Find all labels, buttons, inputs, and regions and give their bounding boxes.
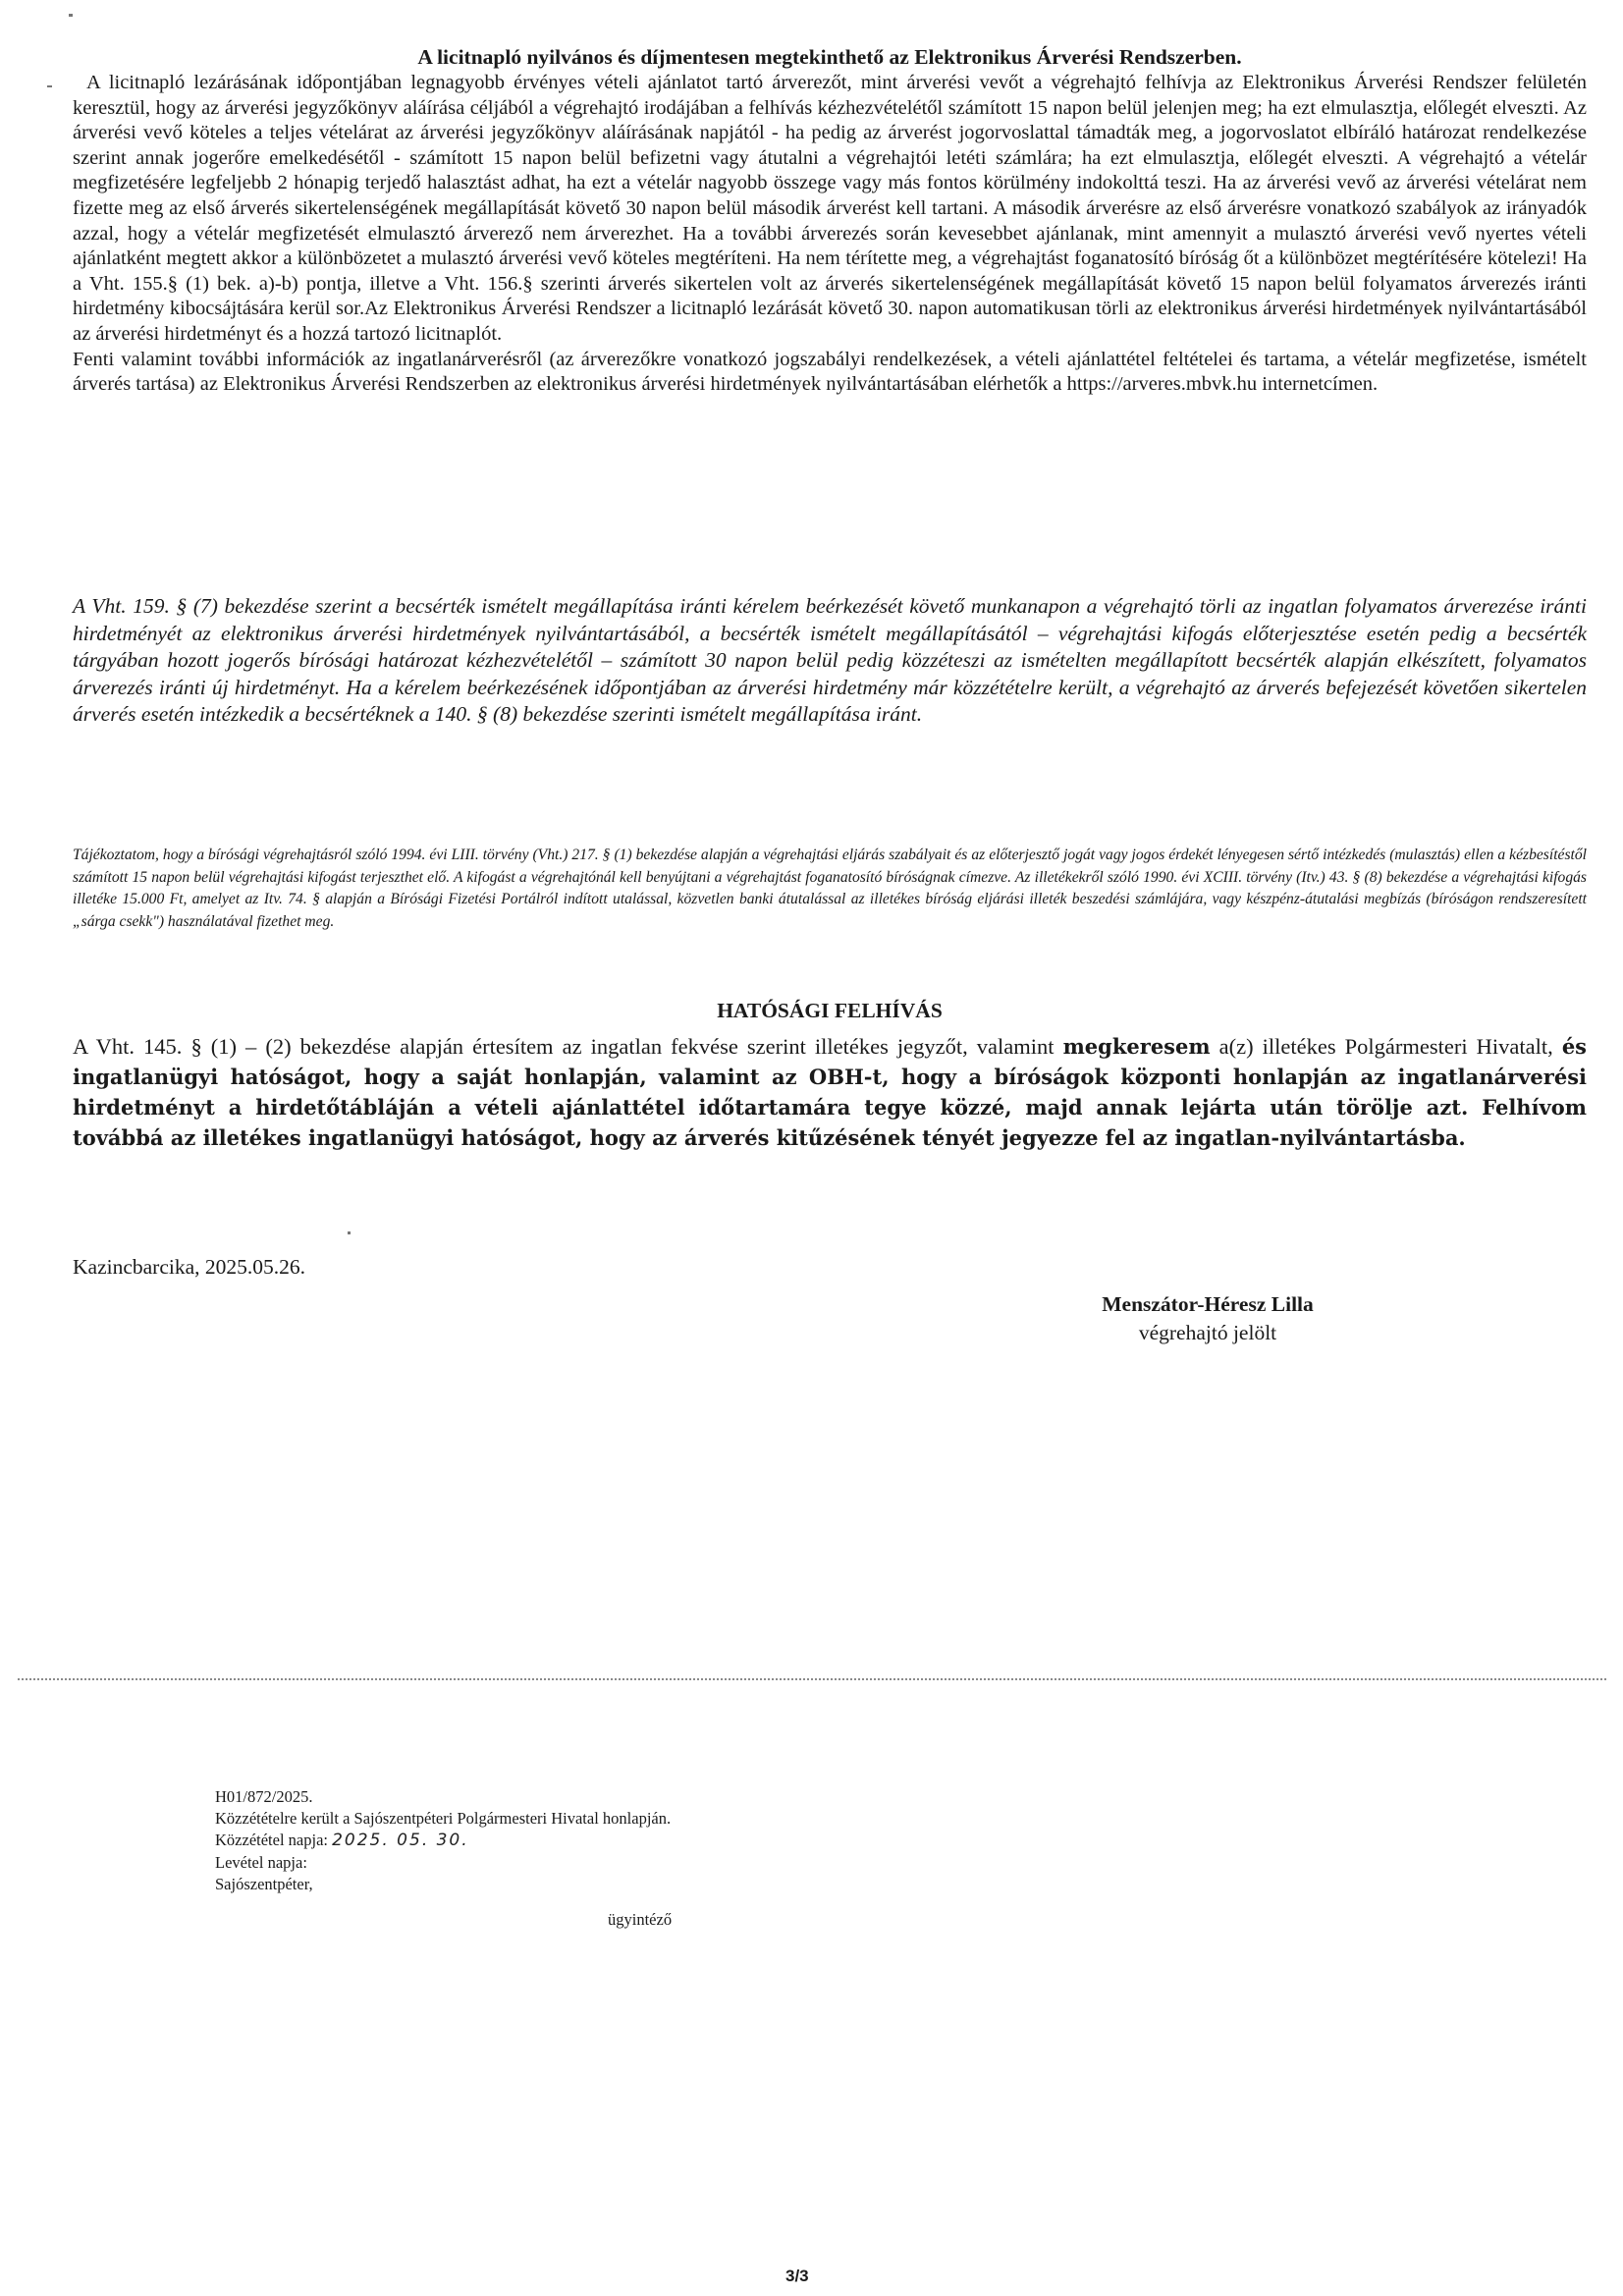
signatory-name: Menszátor-Héresz Lilla — [1102, 1292, 1314, 1316]
valuation-paragraph: A Vht. 159. § (7) bekezdése szerint a becsérték ismételt megállapítása iránti kérelem beérkezését követő munkanapon a végrehajtó törli az ingatlan folyamatos árverezése iránti hirdetményét az elektronikus árverési hirdetmények nyilvántartásából, a becsérték ismételt megállapításától – végrehajtási kifogás előterjesztése esetén pedig a becsérték tárgyában hozott jogerős bírósági határozat kézhezvételétől – számított 30 napon belül pedig közzéteszi az ismételten megállapított becsérték alapján elkészített, folyamatos árverezés iránti új hirdetményt. Ha a kérelem beérkezésének időpontjában az árverési hirdetmény már közzétételre került, a végrehajtó az árverés befejezését követően sikertelen árverés esetén intézkedik a becsértéknek a 140. § (8) bekezdése szerinti ismételt megállapítása iránt. — [73, 594, 1587, 726]
scan-speck — [47, 85, 52, 87]
handwritten-publication-date: 2025. 05. 30. — [332, 1831, 469, 1851]
stamp-location: Sajószentpéter, — [215, 1874, 313, 1893]
auction-rules-text: A licitnapló lezárásának időpontjában legnagyobb érvényes vételi ajánlatot tartó árverezőt, mint árverési vevőt a végrehajtó felhívja az Elektronikus Árverési Rendszer felületén keresztül, hogy az árverési jegyzőkönyv aláírása céljából a végrehajtó irodájában a felhívás kézhezvételétől számított 15 napon belül jelenjen meg; ha ezt elmulasztja, előlegét elveszti. Az árverési vevő köteles a teljes vételárat az árverési jegyzőkönyv aláírásának napjától - ha pedig az árverést jogorvoslattal támadták meg, a jogorvoslatot elbíráló határozat rendelkezése szerint annak jogerőre emelkedésétől - számított 15 napon belül befizetni vagy átutalni a végrehajtói letéti számlára; ha ezt elmulasztja, előlegét elveszti. A végrehajtó a vételár megfizetésére legfeljebb 2 hónapig terjedő halasztást adhat, ha ezt a vételár nagyobb összege vagy más fontos körülmény indokolttá teszi. Ha az árverési vevő az árverési vételárat nem fizette meg az első árverés sikertelenségének megállapítását követő 30 napon belül második árverést kell tartani. A második árverésre az első árverésre vonatkozó szabályok az irányadók azzal, hogy a vételár megfizetését elmulasztó árverező nem árverezhet. Ha a további árverezés során kevesebbet ajánlanak, mint amennyit a mulasztó árverési vevő nyertes vételi ajánlatként megtett akkor a különbözetet a mulasztó árverési vevő köteles megtéríteni. Ha nem térítette meg, a végrehajtást foganatosító bíróság őt a különbözet megtérítésére kötelezi! Ha a Vht. 155.§ (1) bek. a)-b) pontja, illetve a Vht. 156.§ szerinti árverés sikertelen volt az árverés sikertelenségének megállapítását követő 15 napon belül folyamatos árverezés iránti hirdetmény kibocsájtására kerül sor.Az Elektronikus Árverési Rendszer a licitnapló lezárását követő 30. napon automatikusan törli az elektronikus árverési hirdetmények nyilvántartásából az árverési hirdetményt és a hozzá tartozó licitnaplót. — [73, 72, 1587, 345]
signatory-role: végrehajtó jelölt — [1138, 1321, 1277, 1344]
authority-notice-heading: HATÓSÁGI FELHÍVÁS — [717, 999, 943, 1022]
notice-emphasis: és ingatlanügyi hatóságot, hogy a saját honlapján, valamint az OBH-t, hogy a bíróságok központi honlapján az ingatlanárverési hirdetményt a hirdetőtábláján a vételi ajánlattétel időtartamára tegye közzé, majd annak lejárta után törölje azt. Felhívom továbbá az illetékes ingatlanügyi hatóságot, hogy az árverés kitűzésének tényét jegyezze fel az ingatlan-nyilvántartásba. — [73, 1034, 1587, 1150]
authority-notice-paragraph — [73, 1031, 1587, 1153]
publication-date-label: Közzététel napja: — [215, 1831, 328, 1850]
clerk-label: ügyintéző — [608, 1910, 673, 1929]
scan-speck — [348, 1231, 351, 1234]
objection-notice-paragraph: Tájékoztatom, hogy a bírósági végrehajtásról szóló 1994. évi LIII. törvény (Vht.) 217. § (1) bekezdése alapján a végrehajtási eljárás szabályait és az előterjesztő jogát vagy jogos érdekét lényegesen sértő intézkedés (mulasztás) ellen a kézbesítéstől számított 15 napon belül végrehajtási kifogást terjeszthet elő. A kifogást a végrehajtónál kell benyújtani a végrehajtást foganatosító bíróságnak címezve. Az illetékekről szóló 1990. évi XCIII. törvény (Itv.) 43. § (8) bekezdése a végrehajtási kifogás illetéke 15.000 Ft, amelyet az Itv. 74. § alapján a Bírósági Fizetési Portálról indított utalással, közvetlen banki átutalással az illetékes bíróság eljárási illeték beszedési számlájára, vagy készpénz-átutalási megbízás (bíróságon rendszeresített „sárga csekk") használatával fizethet meg. — [73, 847, 1587, 930]
notice-emphasis: megkeresem — [1062, 1034, 1211, 1059]
publication-stamp — [215, 1786, 671, 1895]
notice-text: A Vht. 145. § (1) – (2) bekezdése alapján értesítem az ingatlan fekvése szerint illetékes jegyzőt, valamint — [73, 1034, 1063, 1059]
publication-text: Közzétételre került a Sajószentpéteri Polgármesteri Hivatal honlapján. — [215, 1809, 672, 1829]
auction-further-info-text: Fenti valamint további információk az ingatlanárverésről (az árverezőkre vonatkozó jogszabályi rendelkezések, a vételi ajánlattétel feltételei és tartama, a vételár megfizetése, ismételt árverés tartása) az Elektronikus Árverési Rendszerben az elektronikus árverési hirdetmények nyilvántartásában elérhetők a https://arveres.mbvk.hu internetcímen. — [73, 348, 1587, 396]
notice-text: a(z) illetékes Polgármesteri Hivatalt, — [1210, 1034, 1562, 1059]
page-number: 3/3 — [785, 2267, 809, 2285]
removal-date-label: Levétel napja: — [215, 1852, 307, 1872]
place-and-date: Kazincbarcika, 2025.05.26. — [73, 1255, 306, 1279]
scan-speck — [69, 14, 73, 17]
document-title: A licitnapló nyilvános és díjmentesen megtekinthető az Elektronikus Árverési Rendszerben. — [417, 45, 1242, 69]
separator-line — [18, 1678, 1606, 1680]
auction-info-paragraph — [73, 71, 1587, 398]
publication-date-row — [215, 1830, 671, 1851]
case-number: H01/872/2025. — [215, 1787, 313, 1806]
